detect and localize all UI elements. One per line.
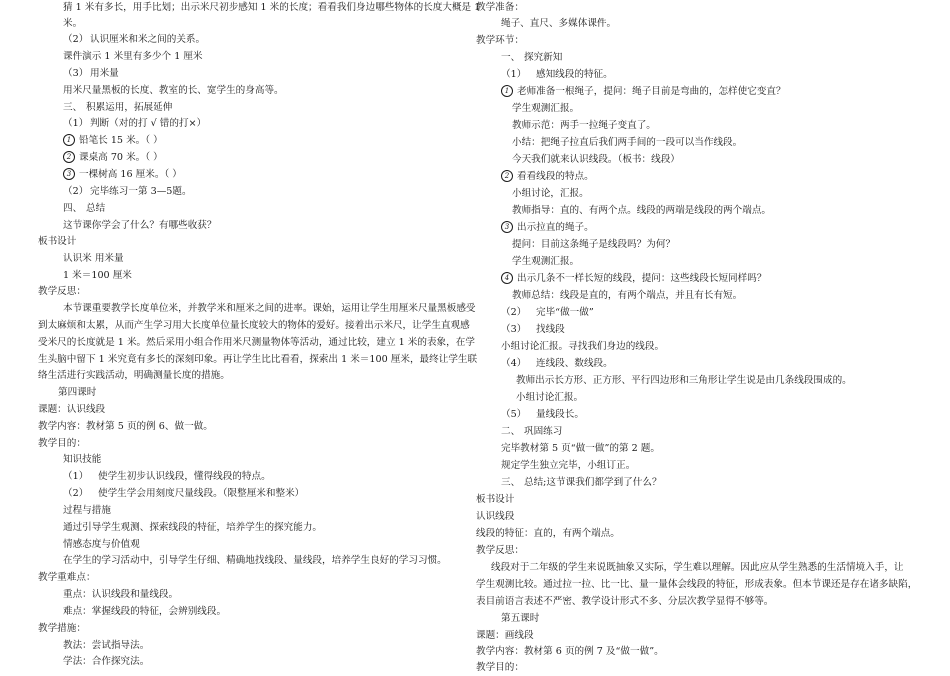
line-text: 绳子、直尺、多媒体课件。 — [501, 18, 617, 29]
line-text: 教师出示长方形、正方形、平行四边形和三角形让学生说是由几条线段围成的。 — [516, 375, 852, 386]
text-line — [501, 442, 660, 457]
text-line — [512, 136, 742, 151]
line-text: 第四课时 — [58, 387, 97, 398]
text-line — [63, 252, 124, 267]
text-line — [63, 117, 207, 132]
line-body-text: 积累运用，拓展延伸 — [86, 102, 173, 113]
text-line — [38, 235, 76, 250]
text-line — [501, 306, 594, 321]
text-line — [476, 34, 524, 49]
line-text: 二、 — [501, 426, 521, 437]
text-line — [501, 340, 664, 355]
line-body-text: 完毕练习一第 3—5题。 — [90, 186, 192, 197]
line-text: 米。 — [63, 18, 83, 29]
line-text: 小组讨论，汇报。 — [512, 188, 589, 199]
text-line — [501, 170, 594, 185]
text-line — [63, 219, 217, 234]
text-line — [501, 357, 613, 372]
line-text: （2） — [63, 34, 89, 45]
text-line — [38, 369, 230, 384]
line-text: 本节课重要教学长度单位米，并教学米和厘米之间的进率。课始，运用让学生用厘米尺量黑板感受 — [63, 303, 476, 314]
line-text: 完毕教材第 5 页“做一做”的第 2 题。 — [501, 443, 660, 454]
text-line — [476, 527, 620, 542]
text-line — [63, 588, 178, 603]
line-text: 通过引导学生观测、探索线段的特征，培养学生的探究能力。 — [63, 522, 323, 533]
line-text: 线段对于二年级的学生来说既抽象又实际，学生难以理解。因此应从学生熟悉的生活情境入手，让 — [491, 562, 904, 573]
line-text: （2） — [63, 488, 89, 499]
line-body-text: 认识厘米和米之间的关系。 — [90, 34, 206, 45]
circled-number: 1 — [501, 85, 513, 97]
line-text: 猜 1 米有多长，用手比划；出示米尺初步感知 1 米的长度；看看我们身边哪些物体的长度大概是 1 — [63, 2, 481, 13]
text-line — [512, 238, 675, 253]
line-text: 课题：认识线段 — [38, 404, 106, 415]
text-line — [501, 17, 616, 32]
line-text: 小结：把绳子拉直后我们两手间的一段可以当作线段。 — [512, 137, 743, 148]
text-line — [476, 645, 664, 660]
line-text: 教学环节： — [476, 35, 524, 46]
text-line — [63, 84, 284, 99]
line-text: 四、 — [63, 203, 83, 214]
line-body-text: 用米量 — [90, 68, 119, 79]
line-text: 教学反思： — [476, 545, 524, 556]
text-line — [501, 323, 565, 338]
line-text: 出示拉直的绳子。 — [517, 222, 594, 233]
text-line — [38, 403, 105, 418]
line-text: 在学生的学习活动中，引导学生仔细、精确地找线段、量线段，培养学生良好的学习习惯。 — [63, 555, 447, 566]
text-line — [501, 408, 584, 423]
text-line — [501, 459, 635, 474]
line-text: 课件演示 1 米里有多少个 1 厘米 — [63, 51, 203, 62]
line-text: （2） — [63, 186, 89, 197]
line-text: （1） — [501, 69, 527, 80]
text-line — [501, 476, 662, 491]
text-line — [501, 612, 539, 627]
line-text: 络生活进行实践活动，明确测量长度的措施。 — [38, 370, 230, 381]
text-line — [63, 487, 305, 502]
text-line — [63, 538, 140, 553]
line-body-text: 找线段 — [536, 324, 565, 335]
line-text: 学生观测比较。通过拉一拉、比一比、量一量体会线段的特征，形成表象。但本节课还是存在诸多缺陷， — [476, 579, 918, 590]
line-text: 学生观测汇报。 — [512, 256, 580, 267]
line-body-text: 使学生学会用刻度尺量线段。（限整厘米和整米） — [98, 488, 305, 499]
text-line — [476, 661, 524, 676]
line-text: 教学内容：教材第 6 页的例 7 及“做一做”。 — [476, 646, 664, 657]
text-line — [63, 655, 149, 670]
line-text: 第五课时 — [501, 613, 540, 624]
text-line — [501, 272, 766, 287]
text-line — [501, 425, 563, 440]
text-line — [63, 50, 203, 65]
line-text: 线段的特征：直的，有两个端点。 — [476, 528, 620, 539]
line-text: 教学反思： — [38, 286, 86, 297]
text-line — [63, 67, 119, 82]
line-text: 规定学生独立完毕，小组订正。 — [501, 460, 636, 471]
text-line — [512, 255, 579, 270]
line-text: （4） — [501, 358, 527, 369]
line-body-text: 探究新知 — [524, 52, 563, 63]
line-text: 1 米＝100 厘米 — [63, 270, 132, 281]
line-text: 三、 — [501, 477, 521, 488]
text-line — [501, 221, 594, 236]
text-line — [63, 185, 192, 200]
text-line — [63, 202, 106, 217]
line-text: （1） — [63, 118, 89, 129]
line-text: 受米尺的长度就是 1 米。然后采用小组合作用米尺测量物体等活动，通过比较，建立 1 米的表象，在学 — [38, 337, 475, 348]
text-line — [63, 101, 173, 116]
line-body-text: 完毕“做一做” — [536, 307, 594, 318]
line-text: 用米尺量黑板的长度、教室的长、宽学生的身高等。 — [63, 85, 284, 96]
line-body-text: 量线段长。 — [536, 409, 584, 420]
text-line — [38, 420, 213, 435]
line-text: 重点：认识线段和量线段。 — [63, 589, 179, 600]
text-line — [63, 134, 163, 149]
line-text: 出示几条不一样长短的线段，提问：这些线段长短同样吗？ — [517, 273, 767, 284]
line-text: 学生观测汇报。 — [512, 103, 580, 114]
circled-number: 3 — [63, 168, 75, 180]
line-text: 三、 — [63, 102, 83, 113]
line-text: 教学内容：教材第 5 页的例 6、做一做。 — [38, 421, 213, 432]
circled-number: 2 — [63, 151, 75, 163]
text-line — [512, 102, 579, 117]
text-line — [476, 595, 773, 610]
text-line — [63, 470, 271, 485]
text-line — [476, 1, 524, 16]
line-text: （5） — [501, 409, 527, 420]
text-line — [63, 151, 163, 166]
circled-number: 3 — [501, 221, 513, 233]
line-text: 学法：合作探究法。 — [63, 656, 150, 667]
text-line — [491, 561, 904, 576]
text-line — [501, 85, 786, 100]
text-line — [512, 153, 680, 168]
text-line — [501, 51, 563, 66]
line-text: 过程与措施 — [63, 505, 111, 516]
text-line — [63, 33, 206, 48]
text-line — [501, 68, 613, 83]
line-text: 教法：尝试指导法。 — [63, 640, 150, 651]
text-line — [512, 204, 771, 219]
text-line — [63, 269, 132, 284]
text-line — [476, 493, 514, 508]
line-text: 小组讨论汇报。寻找我们身边的线段。 — [501, 341, 665, 352]
line-text: 看看线段的特点。 — [517, 171, 594, 182]
line-body-text: 连线段、数线段。 — [536, 358, 613, 369]
line-text: 今天我们就来认识线段。（板书：线段） — [512, 154, 680, 165]
line-text: （2） — [501, 307, 527, 318]
line-body-text: 总结 — [86, 203, 106, 214]
line-text: 板书设计 — [476, 494, 515, 505]
line-text: 认识米 用米量 — [63, 253, 124, 264]
text-line — [516, 374, 852, 389]
text-line — [63, 17, 82, 32]
text-line — [476, 544, 524, 559]
text-line — [63, 453, 101, 468]
text-line — [63, 302, 476, 317]
text-line — [63, 168, 182, 183]
line-body-text: 判断（对的打 √ 错的打×） — [90, 118, 207, 129]
text-line — [38, 336, 475, 351]
line-text: 到太麻烦和太累，从而产生学习用大长度单位量长度较大的物体的爱好。接着出示米尺，让学生直观感 — [38, 320, 470, 331]
line-text: 教师指导：直的、有两个点。线段的两端是线段的两个端点。 — [512, 205, 772, 216]
text-line — [63, 504, 111, 519]
text-line — [476, 629, 534, 644]
line-text: 认识线段 — [476, 511, 515, 522]
line-text: 教师总结：线段是直的，有两个端点，并且有长有短。 — [512, 290, 743, 301]
text-line — [63, 521, 322, 536]
text-line — [63, 554, 447, 569]
line-text: 板书设计 — [38, 236, 77, 247]
text-line — [38, 437, 86, 452]
text-line — [38, 319, 470, 334]
line-text: 提问：目前这条绳子是线段吗？为何？ — [512, 239, 676, 250]
line-body-text: 感知线段的特征。 — [536, 69, 613, 80]
text-line — [512, 119, 656, 134]
line-text: 生头脑中留下 1 米究竟有多长的深刻印象。再让学生比比看看，探索出 1 米＝100 厘米，最终让学生联 — [38, 354, 478, 365]
text-line — [38, 571, 96, 586]
line-body-text: 使学生初步认识线段，懂得线段的特点。 — [98, 471, 271, 482]
line-text: 教学目的： — [476, 662, 524, 673]
line-text: 情感态度与价值观 — [63, 539, 140, 550]
line-text: （3） — [63, 68, 89, 79]
line-text: （3） — [501, 324, 527, 335]
text-line — [63, 605, 226, 620]
line-text: 教学措施： — [38, 623, 86, 634]
line-text: 表目前语言表述不严密、教学设计形式不多、分层次教学显得不够等。 — [476, 596, 774, 607]
line-text: 难点：掌握线段的特征，会辨别线段。 — [63, 606, 227, 617]
circled-number: 4 — [501, 272, 513, 284]
line-body-text: 巩固练习 — [524, 426, 563, 437]
line-text: 课桌高 70 米。（ ） — [79, 152, 163, 163]
circled-number: 1 — [63, 134, 75, 146]
line-text: 教学重难点： — [38, 572, 96, 583]
line-text: 一、 — [501, 52, 521, 63]
line-text: 小组讨论汇报。 — [516, 392, 584, 403]
line-text: （1） — [63, 471, 89, 482]
line-text: 一棵树高 16 厘米。（ ） — [79, 169, 182, 180]
text-line — [512, 289, 742, 304]
line-text: 教学目的： — [38, 438, 86, 449]
text-line — [476, 510, 514, 525]
text-line — [58, 386, 96, 401]
text-line — [63, 1, 480, 16]
line-body-text: 总结;这节课我们都学到了什么？ — [524, 477, 662, 488]
line-text: 知识技能 — [63, 454, 102, 465]
line-text: 教学准备： — [476, 2, 524, 13]
line-text: 这节课你学会了什么？有哪些收获？ — [63, 220, 217, 231]
line-text: 铅笔长 15 米。（ ） — [79, 135, 163, 146]
text-line — [512, 187, 589, 202]
text-line — [516, 391, 583, 406]
line-text: 老师准备一根绳子，提问：绳子目前是弯曲的，怎样使它变直？ — [517, 86, 786, 97]
line-text: 教师示范：两手一拉绳子变直了。 — [512, 120, 656, 131]
text-line — [38, 285, 86, 300]
circled-number: 2 — [501, 170, 513, 182]
text-line — [38, 622, 86, 637]
text-line — [63, 639, 149, 654]
text-line — [38, 353, 477, 368]
line-text: 课题：画线段 — [476, 630, 534, 641]
text-line — [476, 578, 917, 593]
